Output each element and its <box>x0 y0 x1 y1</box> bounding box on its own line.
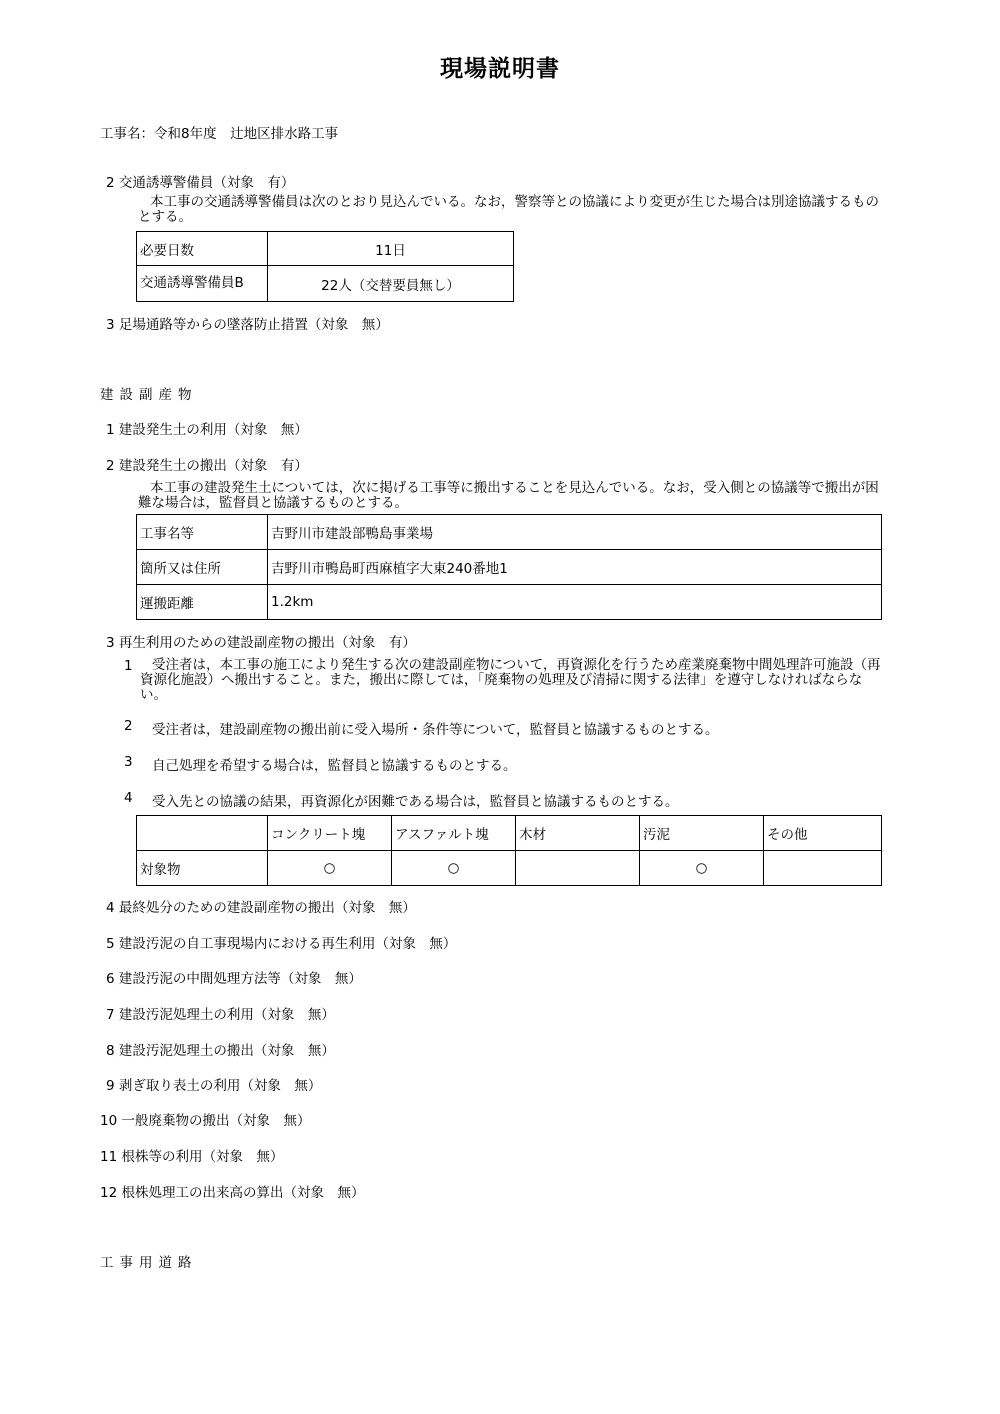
byproducts-section-title: 建設副産物 <box>100 387 198 403</box>
byproduct-item-12: 12 根株処理工の出来高の算出（対象 無） <box>100 1185 365 1201</box>
table-cell: 運搬距離 <box>137 585 268 620</box>
sub-item-text: 受注者は，本工事の施工により発生する次の建設副産物について，再資源化を行うため産業廃棄物中間処理許可施設（再資源化施設）へ搬出すること。また，搬出に際しては，「廃棄物の処理及び清掃に関する法律」を遵守しなければならない。 <box>140 657 881 703</box>
table-cell: 工事名等 <box>137 515 268 550</box>
byproduct-item-3: 3 再生利用のための建設副産物の搬出（対象 有） <box>106 635 416 651</box>
table-header-cell: 木材 <box>516 816 640 851</box>
traffic-heading: 2 交通誘導警備員（対象 有） <box>106 175 295 191</box>
byproduct-item-10: 10 一般廃棄物の搬出（対象 無） <box>100 1113 311 1129</box>
byproduct-item-7: 7 建設汚泥処理土の利用（対象 無） <box>106 1007 335 1023</box>
byproduct-item-6: 6 建設汚泥の中間処理方法等（対象 無） <box>106 971 362 987</box>
materials-table <box>136 815 882 886</box>
table-mark-cell <box>764 851 882 886</box>
sub-item-text: 自己処理を希望する場合は，監督員と協議するものとする。 <box>152 758 517 774</box>
project-name: 工事名：令和8年度 辻地区排水路工事 <box>100 126 339 142</box>
table-header-cell: その他 <box>764 816 882 851</box>
sub-item-text: 受注者は，建設副産物の搬出前に受入場所・条件等について，監督員と協議するものとする。 <box>152 722 719 738</box>
byproduct-item-2: 2 建設発生土の搬出（対象 有） <box>106 458 308 474</box>
table-cell: 1.2km <box>268 585 882 620</box>
table-cell: 吉野川市鴨島町西麻植字大東240番地1 <box>268 550 882 585</box>
sub-item-number: 4 <box>124 790 133 806</box>
byproduct-item-8: 8 建設汚泥処理土の搬出（対象 無） <box>106 1043 335 1059</box>
page-title: 現場説明書 <box>440 56 560 82</box>
soil-table <box>136 514 882 620</box>
traffic-text: 本工事の交通誘導警備員は次のとおり見込んでいる。なお，警察等との協議により変更が生じた場合は別途協議するものとする。 <box>138 194 879 225</box>
fall-prevention-item: 3 足場通路等からの墜落防止措置（対象 無） <box>106 317 389 333</box>
table-header-cell <box>137 816 268 851</box>
sub-item-number: 1 <box>124 658 133 674</box>
table-mark-cell: ○ <box>640 851 764 886</box>
traffic-table <box>136 231 514 302</box>
table-mark-cell <box>516 851 640 886</box>
table-cell: 22人（交替要員無し） <box>268 266 514 302</box>
table-cell: 箇所又は住所 <box>137 550 268 585</box>
byproduct-item-4: 4 最終処分のための建設副産物の搬出（対象 無） <box>106 900 416 916</box>
table-mark-cell: ○ <box>268 851 392 886</box>
byproduct-item-11: 11 根株等の利用（対象 無） <box>100 1149 284 1165</box>
table-cell: 必要日数 <box>137 232 268 266</box>
byproduct-item-2-text: 本工事の建設発生土については，次に掲げる工事等に搬出することを見込んでいる。なお，受入側との協議等で搬出が困難な場合は，監督員と協議するものとする。 <box>138 480 879 511</box>
sub-item-text: 受入先との協議の結果，再資源化が困難である場合は，監督員と協議するものとする。 <box>152 794 679 810</box>
table-header-cell: コンクリート塊 <box>268 816 392 851</box>
table-cell: 吉野川市建設部鴨島事業場 <box>268 515 882 550</box>
sub-item-number: 2 <box>124 718 133 734</box>
table-mark-cell: ○ <box>392 851 516 886</box>
sub-item-number: 3 <box>124 754 133 770</box>
byproduct-item-9: 9 剥ぎ取り表土の利用（対象 無） <box>106 1078 322 1094</box>
byproduct-item-5: 5 建設汚泥の自工事現場内における再生利用（対象 無） <box>106 936 457 952</box>
table-header-cell: アスファルト塊 <box>392 816 516 851</box>
byproduct-item-1: 1 建設発生土の利用（対象 無） <box>106 422 308 438</box>
table-cell: 交通誘導警備員B <box>137 266 268 302</box>
table-header-cell: 汚泥 <box>640 816 764 851</box>
road-section-title: 工事用道路 <box>100 1255 198 1271</box>
table-row-label: 対象物 <box>137 851 268 886</box>
table-cell: 11日 <box>268 232 514 266</box>
